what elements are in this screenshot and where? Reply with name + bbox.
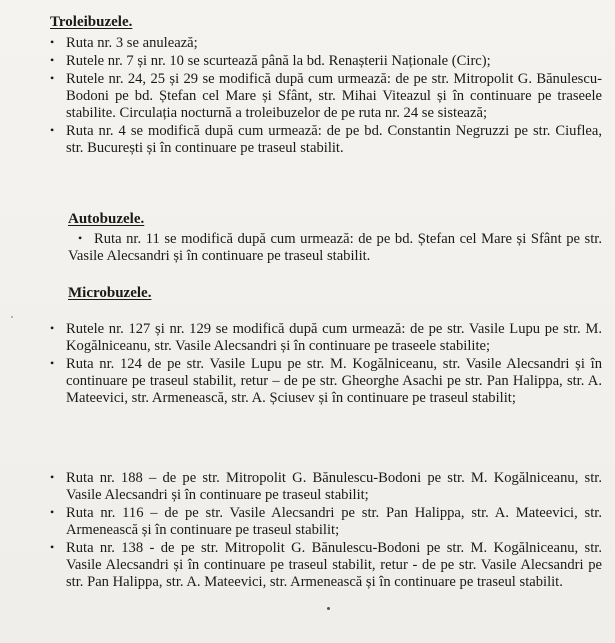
list-item: • Ruta nr. 138 - de pe str. Mitropolit G. Bănulescu-Bodoni pe str. M. Kogălniceanu, str. Vasile Alecsandri și în continuare pe traseul stabilit, retur - de pe str. Vasile Alecsandri pe str. Pan Halippa, str. A. Mateevici, str. Armenească și în continuare pe traseul stabilit. [50, 540, 602, 590]
list-item: • Rutele nr. 24, 25 și 29 se modifică după cum urmează: de pe str. Mitropolit G. Bănulescu-Bodoni pe bd. Ștefan cel Mare și Sfânt, str. Mihai Viteazul și în continuare pe traseele stabilite. Circulația nocturnă a troleibuzelor de pe ruta nr. 24 se sistează; [50, 71, 602, 121]
troleibuzele-list [50, 34, 602, 157]
bullet-icon: • [50, 470, 55, 484]
list-item: • Ruta nr. 116 – de pe str. Vasile Alecsandri pe str. Pan Halippa, str. A. Mateevici, str. Armenească și în continuare pe traseul stabilit; [50, 505, 602, 538]
bullet-icon: • [50, 505, 55, 519]
section-title-autobuzele: Autobuzele. [68, 211, 145, 227]
autobuzele-list [68, 230, 602, 265]
list-item: • Rutele nr. 127 și nr. 129 se modifică după cum urmează: de pe str. Vasile Lupu pe str. M. Kogălniceanu, str. Vasile Alecsandri și în continuare pe traseele stabilite; [50, 321, 602, 354]
scan-speck [11, 316, 13, 318]
bullet-icon: • [50, 540, 55, 554]
list-item: • Ruta nr. 188 – de pe str. Mitropolit G. Bănulescu-Bodoni pe str. M. Kogălniceanu, str. Vasile Alecsandri și în continuare pe traseul stabilit; [50, 470, 602, 503]
section-title-microbuzele: Microbuzele. [68, 285, 152, 301]
list-item: • Ruta nr. 11 se modifică după cum urmează: de pe bd. Ștefan cel Mare și Sfânt pe str. Vasile Alecsandri și în continuare pe traseul stabilit. [68, 231, 602, 264]
bullet-icon: • [50, 123, 55, 137]
bullet-icon: • [50, 71, 55, 85]
microbuzele-list-2 [50, 469, 602, 591]
list-item: • Rutele nr. 7 și nr. 10 se scurtează până la bd. Renașterii Naționale (Circ); [50, 53, 491, 69]
bullet-icon: • [50, 35, 55, 49]
list-item: • Ruta nr. 3 se anulează; [50, 35, 198, 51]
list-item: • Ruta nr. 4 se modifică după cum urmează: de pe bd. Constantin Negruzzi pe str. Ciuflea, str. București și în continuare pe traseul stabilit. [50, 123, 602, 156]
scan-speck [327, 607, 330, 610]
bullet-icon: • [50, 321, 55, 335]
bullet-icon: • [50, 53, 55, 67]
list-item: • Ruta nr. 124 de pe str. Vasile Lupu pe str. M. Kogălniceanu, str. Vasile Alecsandri și în continuare pe traseul stabilit, retur – de pe str. Gheorghe Asachi pe str. Pan Halippa, str. A. Mateevici, str. Armenească, str. A. Șciusev și în continuare pe traseul stabilit; [50, 356, 602, 406]
section-title-troleibuzele: Troleibuzele. [50, 14, 133, 30]
bullet-icon: • [78, 231, 83, 245]
microbuzele-list-1 [50, 320, 602, 407]
bullet-icon: • [50, 356, 55, 370]
